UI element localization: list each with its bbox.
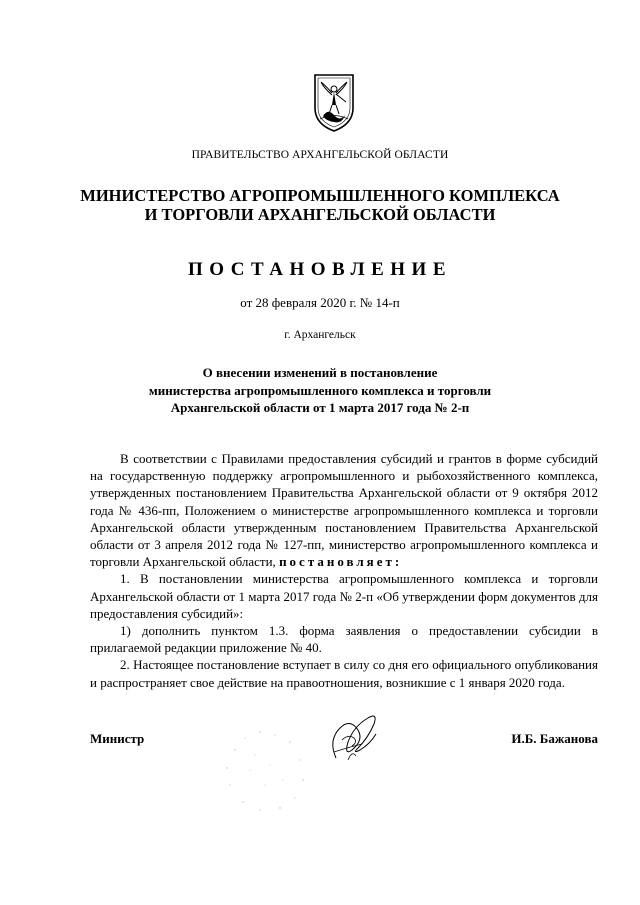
decree-word: постановляет: <box>279 554 403 570</box>
ministry-line-2: И ТОРГОВЛИ АРХАНГЕЛЬСКОЙ ОБЛАСТИ <box>144 205 496 224</box>
document-type: ПОСТАНОВЛЕНИЕ <box>187 259 453 280</box>
paragraph-item-2: 2. Настоящее постановление вступает в силу со дня его официального опубликования и распространяет свое действие на правоотношения, возникшие с 1 января 2020 года. <box>90 657 598 690</box>
preamble-text: В соответствии с Правилами предоставления субсидий и грантов в форме субсидий на государственную поддержку агропромышленного и рыбохозяйственного комплекса, утвержденных постановлением Правительства Архангельской области от 9 октября 2012 года № 436-пп, Положением о министерстве агропромышленного комплекса и торговли Архангельской области утвержденным постановлением Правительства Архангельской области от 3 апреля 2012 года № 127-пп, министерство агропромышленного комплекса и торговли Архангельской области, <box>90 451 598 570</box>
title-line-3: Архангельской области от 1 марта 2017 года № 2-п <box>170 400 470 415</box>
ministry-line-1: МИНИСТЕРСТВО АГРОПРОМЫШЛЕННОГО КОМПЛЕКСА <box>80 186 560 205</box>
document-date-number: от 28 февраля 2020 г. № 14-п <box>240 295 400 310</box>
stamp-trace <box>215 720 320 820</box>
ministry-name <box>0 186 640 224</box>
title-line-2: министерства агропромышленного комплекса и торговли <box>148 382 492 398</box>
document-title <box>0 364 640 417</box>
title-line-1: О внесении изменений в постановление <box>202 365 438 380</box>
government-name: ПРАВИТЕЛЬСТВО АРХАНГЕЛЬСКОЙ ОБЛАСТИ <box>191 149 449 161</box>
signatory-name: И.Б. Бажанова <box>511 731 598 746</box>
paragraph-item-1: 1. В постановлении министерства агропромышленного комплекса и торговли Архангельской области от 1 марта 2017 года № 2-п «Об утверждении форм документов для предоставления субсидий»: <box>90 571 598 621</box>
paragraph-preamble <box>90 450 598 570</box>
document-city: г. Архангельск <box>284 329 356 341</box>
paragraph-subitem-1: 1) дополнить пунктом 1.3. форма заявления о предоставлении субсидии в прилагаемой редакции приложение № 40. <box>90 623 598 656</box>
signatory-position: Министр <box>90 731 145 746</box>
coat-of-arms-icon <box>312 72 356 134</box>
handwritten-signature <box>318 700 390 772</box>
document-body <box>90 450 598 691</box>
